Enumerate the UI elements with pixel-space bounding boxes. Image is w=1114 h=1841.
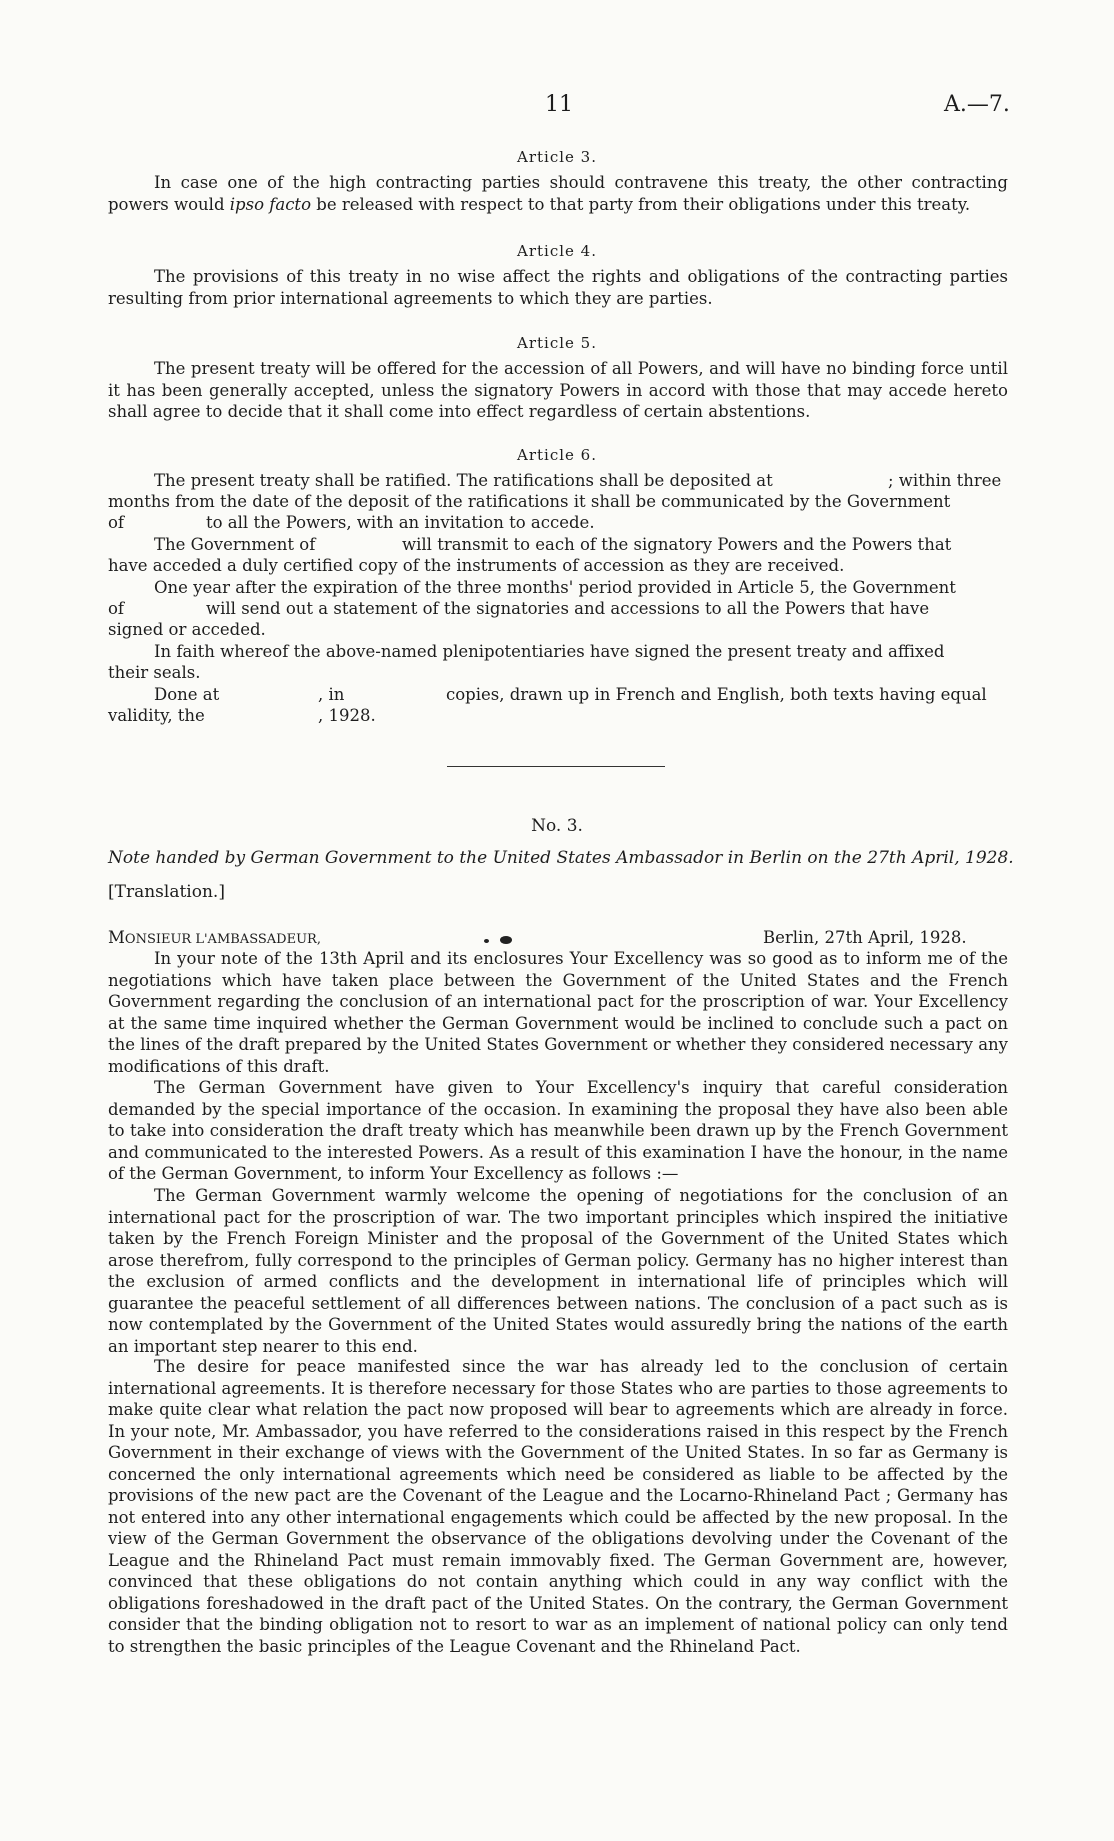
article-6-line: will transmit to each of the signatory Powers and the Powers that: [402, 535, 952, 554]
article-4-heading: Article 4.: [517, 242, 597, 260]
article-6-line: One year after the expiration of the three months' period provided in Article 5, the Government: [154, 578, 956, 597]
article-3-heading: Article 3.: [517, 148, 597, 166]
article-6-line: of: [108, 513, 125, 532]
section-number: No. 3.: [531, 816, 583, 836]
article-6-line: The Government of: [154, 535, 316, 554]
document-reference: A.—7.: [944, 92, 1010, 117]
article-6-line: In faith whereof the above-named plenipotentiaries have signed the present treaty and affixed: [154, 642, 945, 661]
article-5-heading: Article 5.: [517, 334, 597, 352]
article-6-line: months from the date of the deposit of the ratifications it shall be communicated by the Government: [108, 492, 951, 511]
article-6-line: , 1928.: [318, 706, 376, 725]
section-divider: [447, 766, 665, 767]
article-6-heading: Article 6.: [517, 446, 597, 464]
article-4-text: The provisions of this treaty in no wise affect the rights and obligations of the contracting parties resulting from prior international agreements to which they are parties.: [108, 267, 1008, 308]
article-6-line: have acceded a duly certified copy of the instruments of accession as they are received.: [108, 556, 845, 575]
ink-speck: [500, 936, 512, 944]
letter-paragraph: The desire for peace manifested since the war has already led to the conclusion of certain international agreements. It is therefore necessary for those States who are parties to those agreements to make quite clear what relation the pact now proposed will bear to agreements which are already in force. In your note, Mr. Ambassador, you have referred to the considerations raised in this respect by the French Government in their exchange of views with the Government of the United States. In so far as Germany is concerned the only international agreements which need be considered as liable to be affected by the provisions of the new pact are the Covenant of the League and the Locarno-Rhineland Pact ; Germany has not entered into any other international engagements which could be affected by the new proposal. In the view of the German Government the observance of the obligations devolving under the Covenant of the League and the Rhineland Pact must remain immovably fixed. The German Government are, however, convinced that these obligations do not contain anything which could in any way conflict with the obligations foreshadowed in the draft pact of the United States. On the contrary, the German Government consider that the binding obligation not to resort to war as an implement of national policy can only tend to strengthen the basic principles of the League Covenant and the Rhineland Pact.: [108, 1357, 1008, 1656]
article-6-line: copies, drawn up in French and English, both texts having equal: [446, 685, 987, 704]
ink-speck: [484, 939, 489, 943]
note-title: Note handed by German Government to the United States Ambassador in Berlin on the 27th April, 1928.: [108, 848, 1014, 868]
article-6-line: ; within three: [888, 471, 1002, 490]
article-6-line: The present treaty shall be ratified. The ratifications shall be deposited at: [154, 471, 773, 490]
article-6-line: to all the Powers, with an invitation to accede.: [206, 513, 595, 532]
article-6-line: Done at: [154, 685, 220, 704]
salutation: MONSIEUR L'AMBASSADEUR,: [108, 928, 321, 947]
translation-label: [Translation.]: [108, 882, 225, 902]
letter-paragraph: The German Government warmly welcome the opening of negotiations for the conclusion of an international pact for the proscription of war. The two important principles which inspired the initiative taken by the French Foreign Minister and the proposal of the Government of the United States which arose therefrom, fully correspond to the principles of German policy. Germany has no higher interest than the exclusion of armed conflicts and the development in international life of principles which will guarantee the peaceful settlement of all differences between nations. The conclusion of a pact such as is now contemplated by the Government of the United States would assuredly bring the nations of the earth an important step nearer to this end.: [108, 1186, 1008, 1356]
dateline: Berlin, 27th April, 1928.: [763, 928, 967, 947]
article-6-line: , in: [318, 685, 345, 704]
article-6-line: of: [108, 599, 125, 618]
page-number: 11: [545, 92, 573, 117]
article-6-line: validity, the: [108, 706, 205, 725]
letter-paragraph: In your note of the 13th April and its enclosures Your Excellency was so good as to inform me of the negotiations which have taken place between the Government of the United States and the French Government regarding the conclusion of an international pact for the proscription of war. Your Excellency at the same time inquired whether the German Government would be inclined to conclude such a pact on the lines of the draft prepared by the United States Government or whether they considered necessary any modifications of this draft.: [108, 949, 1008, 1076]
article-6-line: their seals.: [108, 663, 201, 682]
article-6-line: signed or acceded.: [108, 620, 266, 639]
article-5-text: The present treaty will be offered for the accession of all Powers, and will have no binding force until it has been generally accepted, unless the signatory Powers in accord with those that may accede hereto shall agree to decide that it shall come into effect regardless of certain abstentions.: [108, 359, 1008, 421]
article-3-text: In case one of the high contracting parties should contravene this treaty, the other contracting powers would ipso facto be released with respect to that party from their obligations under this treaty.: [108, 173, 1008, 214]
letter-paragraph: The German Government have given to Your Excellency's inquiry that careful consideration demanded by the special importance of the occasion. In examining the proposal they have also been able to take into consideration the draft treaty which has meanwhile been drawn up by the French Government and communicated to the interested Powers. As a result of this examination I have the honour, in the name of the German Government, to inform Your Excellency as follows :—: [108, 1078, 1008, 1183]
article-6-line: will send out a statement of the signatories and accessions to all the Powers that have: [206, 599, 930, 618]
